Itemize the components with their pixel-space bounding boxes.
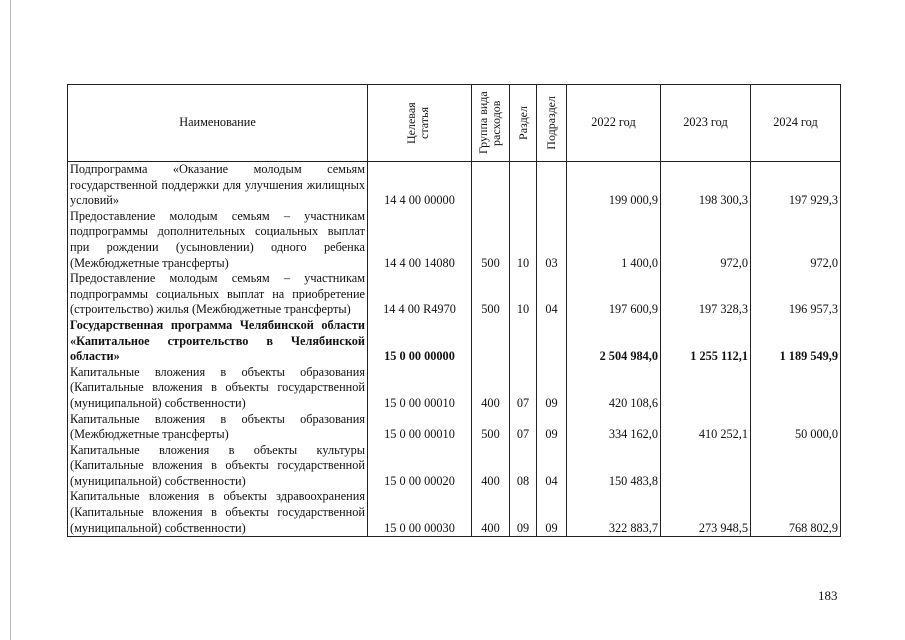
table-row	[68, 271, 841, 318]
row-target: 15 0 00 00010	[368, 365, 472, 412]
row-subsection: 04	[537, 443, 567, 490]
row-name: Капитальные вложения в объекты образования (Капитальные вложения в объекты государственной (муниципальной) собственности)	[68, 365, 368, 412]
row-target: 14 4 00 R4970	[368, 271, 472, 318]
row-name: Капитальные вложения в объекты культуры (Капитальные вложения в объекты государственной (муниципальной) собственности)	[68, 443, 368, 490]
header-target	[368, 85, 472, 162]
row-target: 15 0 00 00030	[368, 489, 472, 536]
header-section-text: Раздел	[515, 106, 530, 140]
row-group	[472, 318, 510, 365]
row-group: 400	[472, 443, 510, 490]
row-subsection	[537, 162, 567, 209]
row-subsection: 03	[537, 209, 567, 271]
header-subsection-text: Подраздел	[544, 96, 558, 150]
row-name: Подпрограмма «Оказание молодым семьям государственной поддержки для улучшения жилищных условий»	[68, 162, 368, 209]
header-row	[68, 85, 841, 162]
row-group: 400	[472, 489, 510, 536]
row-section: 10	[510, 271, 537, 318]
row-2023: 972,0	[661, 209, 751, 271]
table-row	[68, 365, 841, 412]
row-target: 14 4 00 14080	[368, 209, 472, 271]
row-section: 10	[510, 209, 537, 271]
row-subsection: 09	[537, 412, 567, 443]
header-group-text: Группа вида расходов	[475, 91, 503, 155]
row-2022: 1 400,0	[567, 209, 661, 271]
row-2023: 410 252,1	[661, 412, 751, 443]
header-2024: 2024 год	[751, 85, 841, 162]
row-2022: 420 108,6	[567, 365, 661, 412]
row-section: 09	[510, 489, 537, 536]
row-group: 500	[472, 271, 510, 318]
table-row	[68, 318, 841, 365]
row-2024: 1 189 549,9	[751, 318, 841, 365]
row-name: Предоставление молодым семьям – участникам подпрограммы дополнительных социальных выплат при рождении (усыновлении) одного ребенка (Межбюджетные трансферты)	[68, 209, 368, 271]
row-name: Капитальные вложения в объекты здравоохранения (Капитальные вложения в объекты государственной (муниципальной) собственности)	[68, 489, 368, 536]
header-2023: 2023 год	[661, 85, 751, 162]
row-2023: 1 255 112,1	[661, 318, 751, 365]
table-row	[68, 412, 841, 443]
row-subsection: 04	[537, 271, 567, 318]
header-section	[510, 85, 537, 162]
row-name: Капитальные вложения в объекты образования (Межбюджетные трансферты)	[68, 412, 368, 443]
row-section	[510, 162, 537, 209]
row-2023	[661, 365, 751, 412]
row-2024: 196 957,3	[751, 271, 841, 318]
row-2023: 273 948,5	[661, 489, 751, 536]
page-left-edge	[10, 0, 11, 640]
row-2024	[751, 365, 841, 412]
row-2022: 322 883,7	[567, 489, 661, 536]
row-name: Государственная программа Челябинской области «Капитальное строительство в Челябинской области»	[68, 318, 368, 365]
row-2022: 150 483,8	[567, 443, 661, 490]
row-subsection	[537, 318, 567, 365]
table-row	[68, 489, 841, 536]
row-target: 15 0 00 00020	[368, 443, 472, 490]
row-2024: 768 802,9	[751, 489, 841, 536]
row-section	[510, 318, 537, 365]
row-group: 500	[472, 209, 510, 271]
row-2023: 197 328,3	[661, 271, 751, 318]
row-2022: 2 504 984,0	[567, 318, 661, 365]
row-target: 15 0 00 00010	[368, 412, 472, 443]
row-section: 07	[510, 365, 537, 412]
row-target: 14 4 00 00000	[368, 162, 472, 209]
row-group: 400	[472, 365, 510, 412]
row-target: 15 0 00 00000	[368, 318, 472, 365]
row-group: 500	[472, 412, 510, 443]
row-2024: 50 000,0	[751, 412, 841, 443]
row-group	[472, 162, 510, 209]
row-2024: 972,0	[751, 209, 841, 271]
row-2022: 199 000,9	[567, 162, 661, 209]
row-subsection: 09	[537, 489, 567, 536]
page-number: 183	[818, 588, 838, 603]
row-section: 08	[510, 443, 537, 490]
row-2024	[751, 443, 841, 490]
row-section: 07	[510, 412, 537, 443]
row-subsection: 09	[537, 365, 567, 412]
row-2022: 334 162,0	[567, 412, 661, 443]
table-row	[68, 443, 841, 490]
table-row	[68, 162, 841, 209]
row-2024: 197 929,3	[751, 162, 841, 209]
header-subsection	[537, 85, 567, 162]
header-target-text: Целевая статья	[403, 102, 431, 144]
header-2022: 2022 год	[567, 85, 661, 162]
row-2023	[661, 443, 751, 490]
row-2023: 198 300,3	[661, 162, 751, 209]
row-name: Предоставление молодым семьям – участникам подпрограммы социальных выплат на приобретение (строительство) жилья (Межбюджетные трансферты)	[68, 271, 368, 318]
header-name: Наименование	[68, 85, 368, 162]
budget-table	[67, 84, 841, 537]
row-2022: 197 600,9	[567, 271, 661, 318]
header-group	[472, 85, 510, 162]
table-row	[68, 209, 841, 271]
